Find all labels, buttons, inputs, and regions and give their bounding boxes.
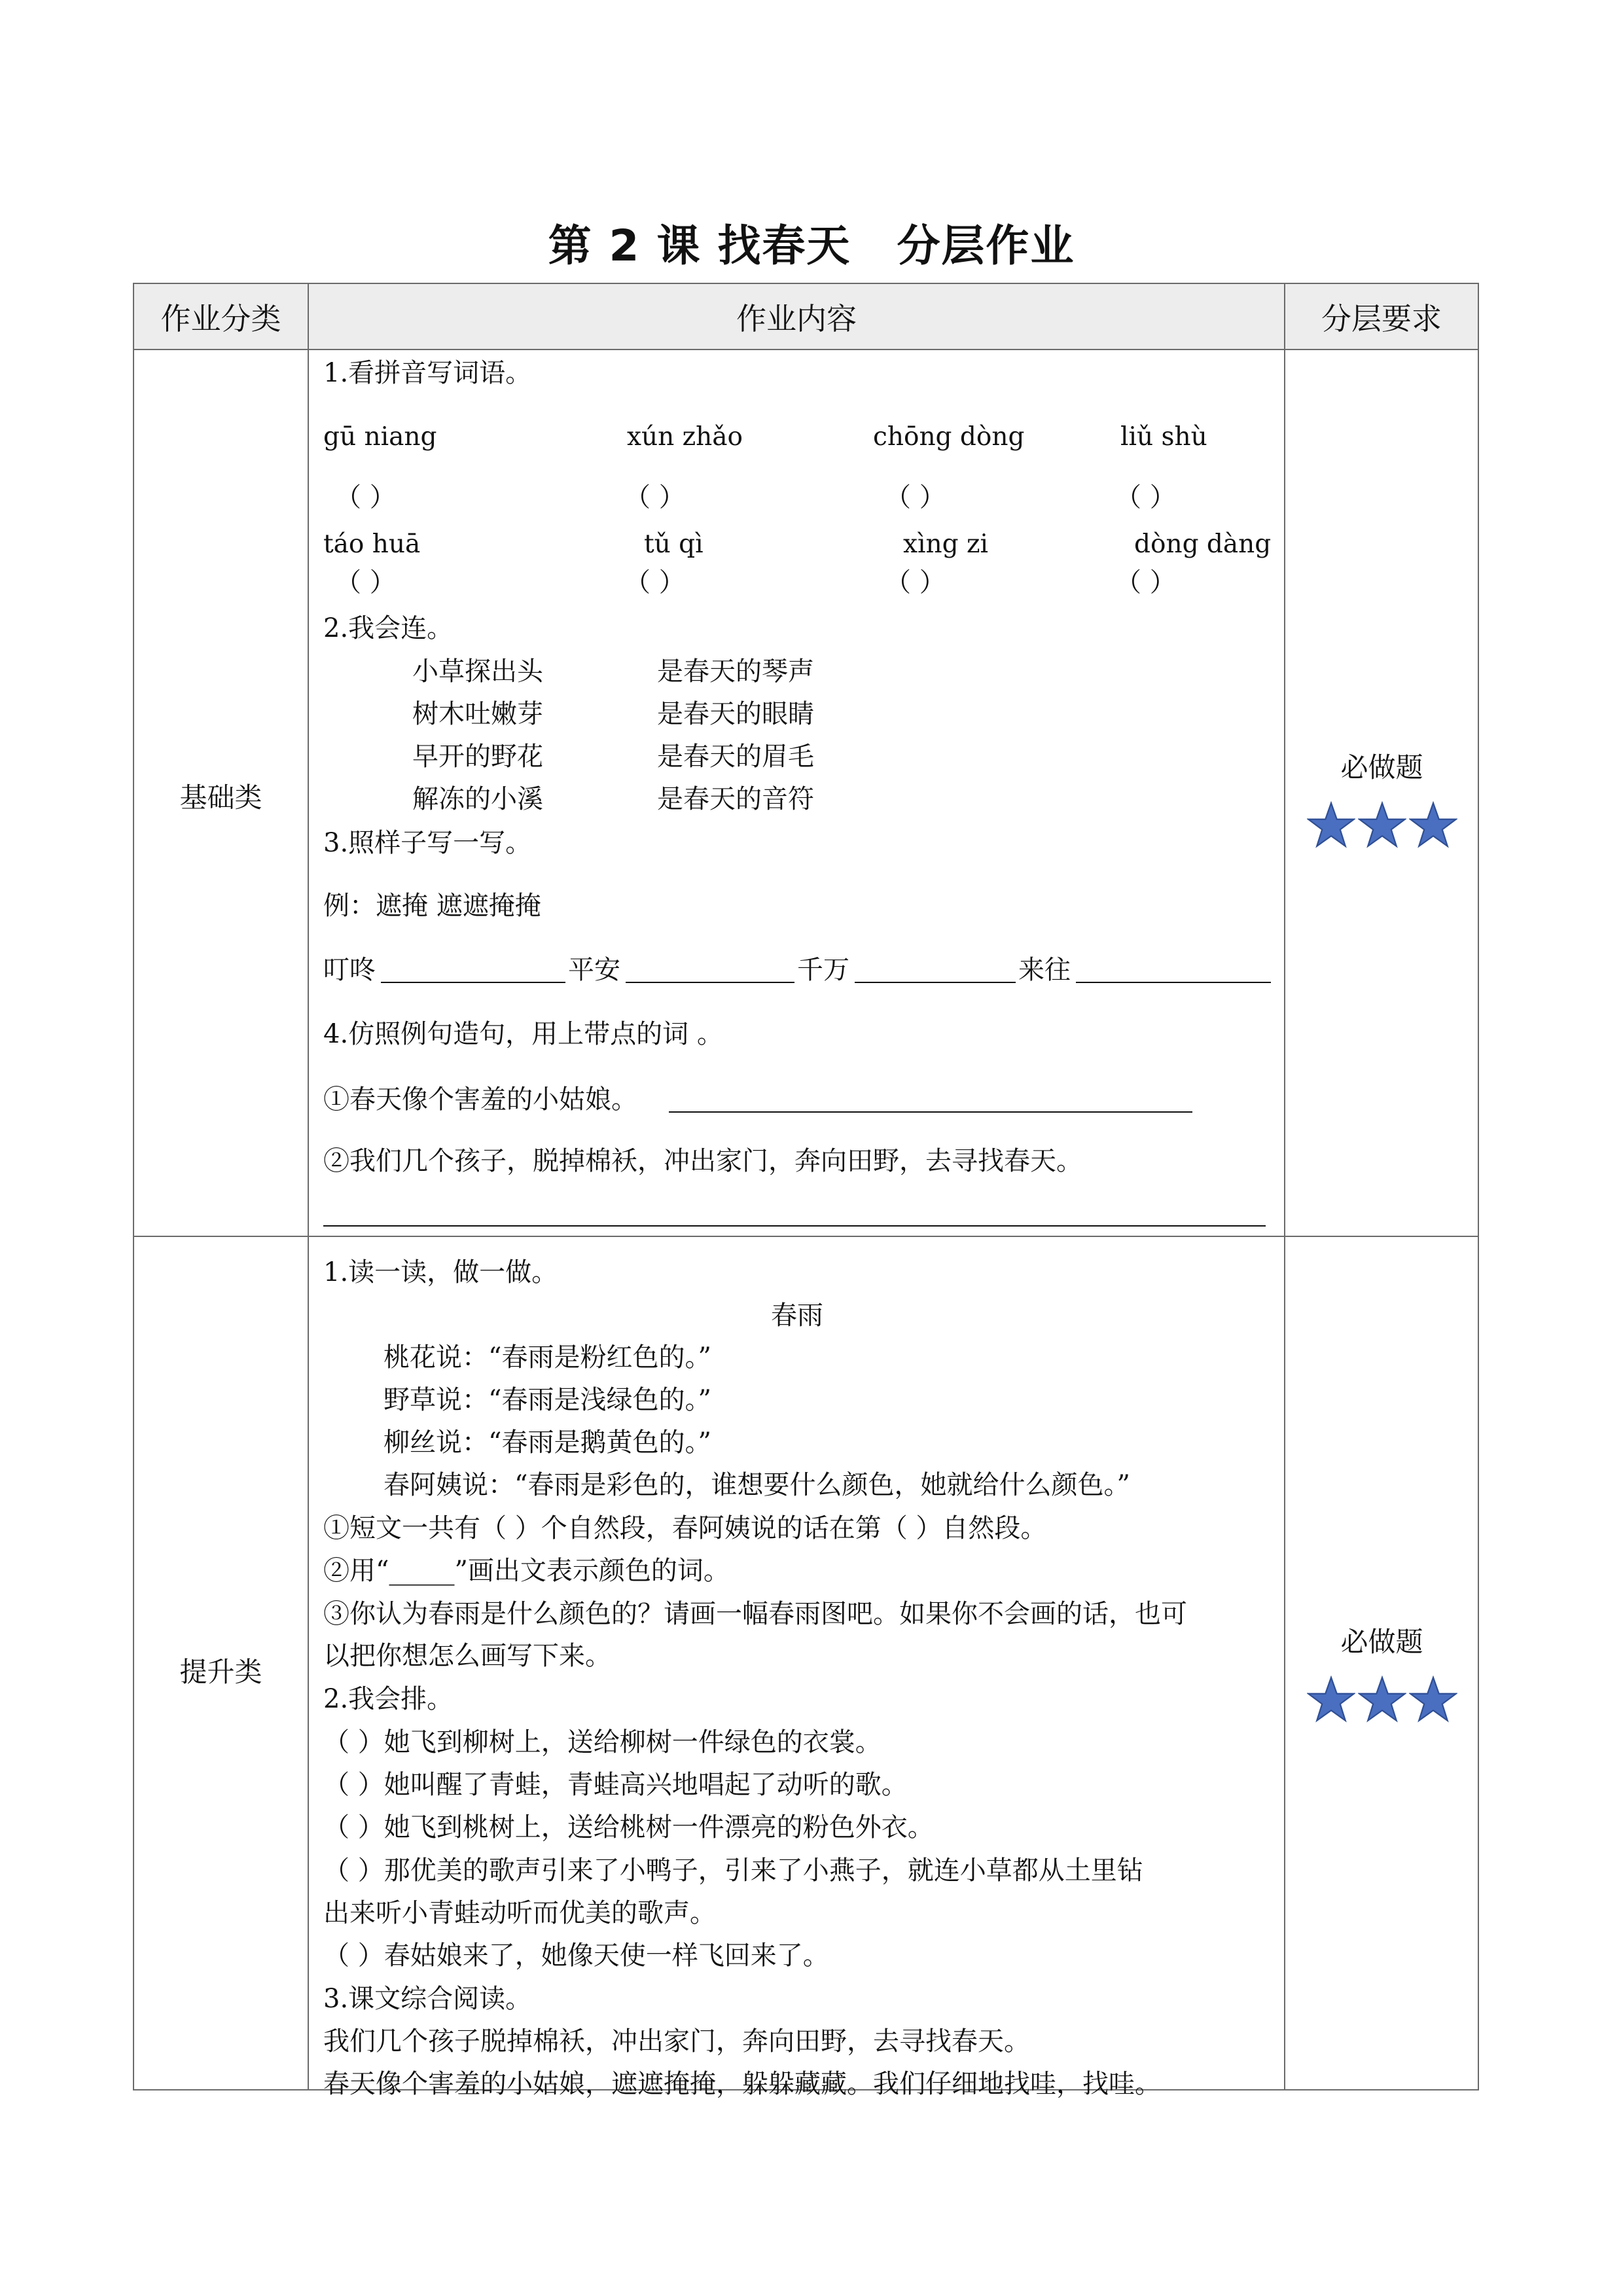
answer-blank[interactable] <box>669 1111 1192 1113</box>
poem-line: 春阿姨说：“春雨是彩色的，谁想要什么颜色，她就给什么颜色。” <box>383 1470 1130 1500</box>
title-kind: 分层作业 <box>897 221 1075 271</box>
table-border-row <box>133 1236 1479 1237</box>
order-item: 出来听小青蛙动听而优美的歌声。 <box>323 1898 716 1928</box>
match-right[interactable]: 是春天的眼睛 <box>657 699 814 729</box>
task-line: ③你认为春雨是什么颜色的？请画一幅春雨图吧。如果你不会画的话，也可 <box>323 1599 1187 1629</box>
title-name: 找春天 <box>717 221 851 271</box>
pinyin-word: tǔ qì <box>644 529 704 559</box>
basic-q3-label: 3.照样子写一写。 <box>323 828 532 858</box>
task-line: 以把你想怎么画写下来。 <box>323 1641 611 1671</box>
star-icon <box>1358 1676 1406 1724</box>
basic-q1-label: 1.看拼音写词语。 <box>323 358 532 388</box>
table-border-col1 <box>308 283 309 2090</box>
header-category-cell <box>134 284 308 350</box>
table-border-left <box>133 283 134 2090</box>
poem-line: 野草说：“春雨是浅绿色的。” <box>383 1385 711 1415</box>
answer-paren: （ ） <box>624 567 685 598</box>
answer-paren: （ ） <box>624 482 685 512</box>
basic-q4-sentence-2: ②我们几个孩子，脱掉棉袄，冲出家门，奔向田野，去寻找春天。 <box>323 1146 1082 1176</box>
answer-paren: （ ） <box>335 567 396 598</box>
star-icon <box>1409 1676 1457 1724</box>
header-content: 作业内容 <box>736 301 857 336</box>
match-right[interactable]: 是春天的琴声 <box>657 656 814 687</box>
advanced-q3-label: 3.课文综合阅读。 <box>323 1984 532 2014</box>
order-item: （ ）春姑娘来了，她像天使一样飞回来了。 <box>323 1941 829 1971</box>
answer-paren: （ ） <box>885 567 946 598</box>
advanced-q2-label: 2.我会排。 <box>323 1684 454 1714</box>
match-left[interactable]: 早开的野花 <box>412 742 543 772</box>
basic-q3-example: 例：遮掩 遮遮掩掩 <box>323 891 541 921</box>
header-requirement-cell <box>1285 284 1478 350</box>
reading-line: 我们几个孩子脱掉棉袄，冲出家门，奔向田野，去寻找春天。 <box>323 2026 1030 2056</box>
table-border-top <box>133 283 1479 284</box>
reading-line: 春天像个害羞的小姑娘，遮遮掩掩，躲躲藏藏。我们仔细地找哇，找哇。 <box>323 2069 1161 2099</box>
advanced-q1-label: 1.读一读，做一做。 <box>323 1257 558 1287</box>
table-border-header <box>133 349 1479 350</box>
star-icon <box>1307 801 1355 850</box>
order-item: （ ）那优美的歌声引来了小鸭子，引来了小燕子，就连小草都从土里钻 <box>323 1856 1143 1886</box>
pinyin-word: chōng dòng <box>873 422 1025 452</box>
header-requirement: 分层要求 <box>1321 301 1442 336</box>
fill-word: 千万 <box>797 955 849 985</box>
answer-blank[interactable] <box>1076 982 1271 983</box>
answer-blank[interactable] <box>323 1225 1266 1227</box>
poem-line: 柳丝说：“春雨是鹅黄色的。” <box>383 1427 711 1458</box>
poem-line: 桃花说：“春雨是粉红色的。” <box>383 1342 711 1372</box>
star-icon <box>1307 1676 1355 1724</box>
pinyin-word: gū niang <box>323 422 437 452</box>
star-icon <box>1409 801 1457 850</box>
answer-paren: （ ） <box>1115 482 1176 512</box>
match-left[interactable]: 树木吐嫩芽 <box>412 699 543 729</box>
table-border-col2 <box>1284 283 1285 2090</box>
answer-paren: （ ） <box>335 482 396 512</box>
answer-paren: （ ） <box>1115 567 1176 598</box>
header-content-cell <box>309 284 1284 350</box>
basic-q2-label: 2.我会连。 <box>323 613 454 643</box>
match-right[interactable]: 是春天的音符 <box>657 784 814 814</box>
basic-q4-label: 4.仿照例句造句，用上带点的词 。 <box>323 1019 723 1049</box>
pinyin-word: táo huā <box>323 529 421 559</box>
match-left[interactable]: 解冻的小溪 <box>412 784 543 814</box>
star-icon <box>1358 801 1406 850</box>
answer-blank[interactable] <box>626 982 794 983</box>
order-item: （ ）她飞到柳树上，送给柳树一件绿色的衣裳。 <box>323 1727 882 1757</box>
poem-title: 春雨 <box>771 1300 823 1331</box>
fill-word: 平安 <box>568 955 620 985</box>
stars-advanced <box>1286 1676 1478 1724</box>
order-item: （ ）她叫醒了青蛙，青蛙高兴地唱起了动听的歌。 <box>323 1770 908 1800</box>
task-line: ①短文一共有（ ）个自然段，春阿姨说的话在第（ ）自然段。 <box>323 1513 1047 1543</box>
pinyin-word: xìng zi <box>903 529 988 559</box>
pinyin-word: liǔ shù <box>1120 422 1207 452</box>
match-right[interactable]: 是春天的眉毛 <box>657 742 814 772</box>
answer-blank[interactable] <box>855 982 1016 983</box>
basic-q4-sentence-1: ①春天像个害羞的小姑娘。 <box>323 1085 637 1115</box>
fill-word: 叮咚 <box>323 955 376 985</box>
requirement-basic: 必做题 <box>1340 751 1423 783</box>
answer-blank[interactable] <box>381 982 565 983</box>
title-lesson: 第 2 课 <box>548 221 702 271</box>
category-basic: 基础类 <box>179 781 262 814</box>
match-left[interactable]: 小草探出头 <box>412 656 543 687</box>
pinyin-word: xún zhǎo <box>627 422 743 452</box>
stars-basic <box>1286 801 1478 850</box>
category-advanced: 提升类 <box>179 1656 262 1688</box>
answer-paren: （ ） <box>885 482 946 512</box>
fill-word: 来往 <box>1018 955 1071 985</box>
pinyin-word: dòng dàng <box>1134 529 1272 559</box>
requirement-advanced: 必做题 <box>1340 1626 1423 1658</box>
table-border-right <box>1478 283 1479 2090</box>
task-line: ②用“_____”画出文表示颜色的词。 <box>323 1556 730 1586</box>
page-title <box>0 211 1623 273</box>
header-category: 作业分类 <box>160 301 281 336</box>
order-item: （ ）她飞到桃树上，送给桃树一件漂亮的粉色外衣。 <box>323 1812 934 1842</box>
